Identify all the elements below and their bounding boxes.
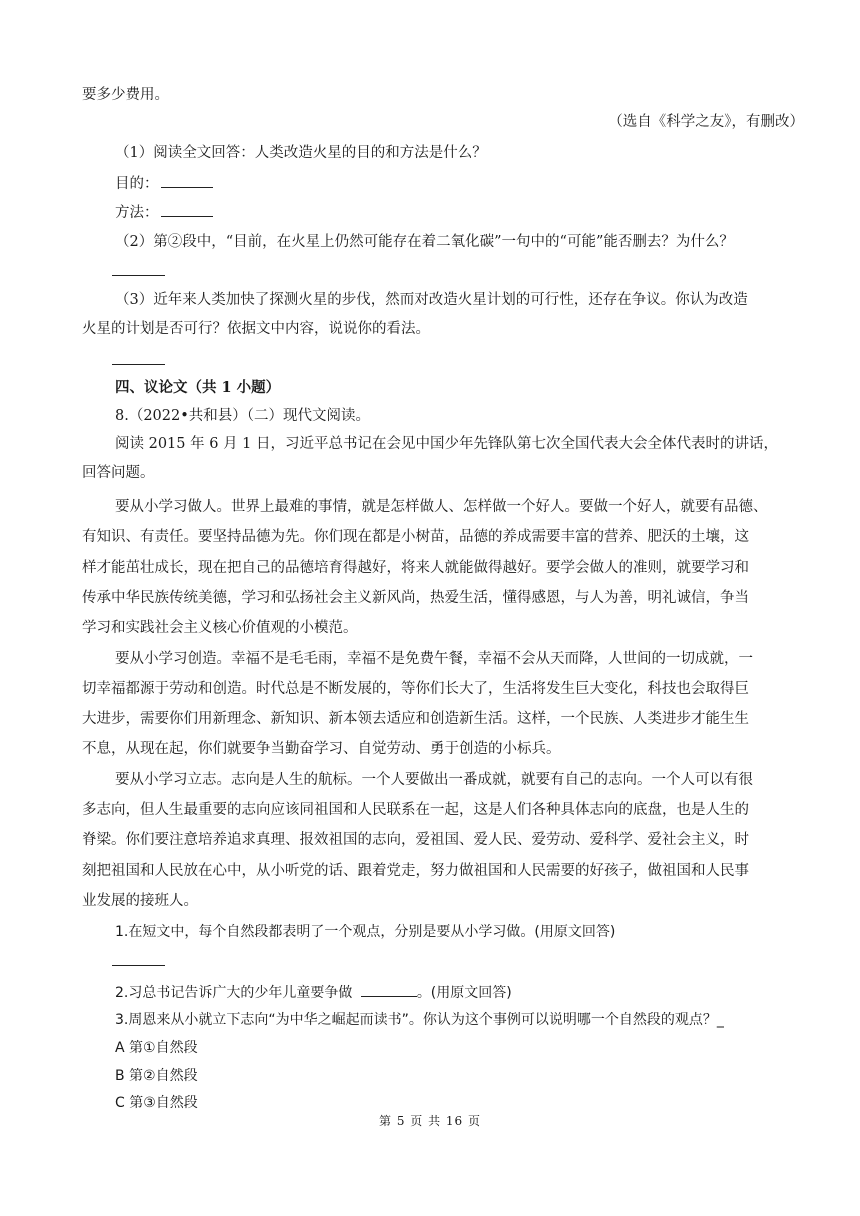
- paragraph-2-line: 不息，从现在起，你们就要争当勤奋学习、自觉劳动、勇于创造的小标兵。: [82, 741, 561, 757]
- paragraph-3-line: 业发展的接班人。: [82, 893, 198, 909]
- question-7-1: （1）阅读全文回答：人类改造火星的目的和方法是什么？: [115, 145, 487, 161]
- option-b[interactable]: B 第②自然段: [115, 1068, 198, 1084]
- answer-blank-8-2[interactable]: [361, 982, 417, 997]
- purpose-answer-blank[interactable]: [161, 173, 213, 188]
- paragraph-2-line: 切幸福都源于劳动和创造。时代总是不断发展的，等你们长大了，生活将发生巨大变化，科技也会取得巨: [82, 681, 749, 697]
- intro-line-2: 回答问题。: [82, 465, 155, 481]
- subquestion-2-prefix: 2.习总书记告诉广大的少年儿童要争做: [115, 985, 353, 1001]
- answer-blank-7-2[interactable]: [112, 275, 165, 276]
- question-8-header: 8.（2022•共和县）（二）现代文阅读。: [115, 408, 371, 424]
- paragraph-1-line: 学习和实践社会主义核心价值观的小模范。: [82, 620, 358, 636]
- purpose-answer-row: [115, 173, 815, 194]
- paragraph-2-line: 大进步，需要你们用新理念、新知识、新本领去适应和创造新生活。这样，一个民族、人类进步才能生生: [82, 711, 749, 727]
- paragraph-3-line: 刻把祖国和人民放在心中，从小听党的话、跟着党走，努力做祖国和人民需要的好孩子，做祖国和人民事: [82, 863, 749, 879]
- paragraph-3-line: 脊梁。你们要注意培养追求真理、报效祖国的志向，爱祖国、爱人民、爱劳动、爱科学、爱社会主义，时: [82, 832, 749, 848]
- method-label: 方法：: [115, 205, 159, 221]
- method-answer-blank[interactable]: [161, 202, 213, 217]
- question-7-2: （2）第②段中，“目前，在火星上仍然可能存在着二氧化碳”一句中的“可能”能否删去？为什么？: [115, 234, 734, 250]
- subquestion-1: 1.在短文中，每个自然段都表明了一个观点，分别是要从小学习做。(用原文回答): [115, 924, 616, 940]
- answer-blank-8-1[interactable]: [112, 965, 165, 966]
- paragraph-2-line: 要从小学习创造。幸福不是毛毛雨，幸福不是免费午餐，幸福不会从天而降，人世间的一切成就，一: [115, 651, 753, 667]
- question-7-3-line2: 火星的计划是否可行？依据文中内容，说说你的看法。: [82, 321, 430, 337]
- purpose-label: 目的：: [115, 176, 159, 192]
- intro-line-1: 阅读 2015 年 6 月 1 日，习近平总书记在会见中国少年先锋队第七次全国代表大会全体代表时的讲话，: [115, 436, 779, 452]
- option-c[interactable]: C 第③自然段: [115, 1095, 198, 1111]
- paragraph-1-line: 有知识、有责任。要坚持品德为先。你们现在都是小树苗，品德的养成需要丰富的营养、肥沃的土壤，这: [82, 529, 749, 545]
- question-7-3-line1: （3）近年来人类加快了探测火星的步伐，然而对改造火星计划的可行性，还存在争议。你认为改造: [115, 292, 748, 308]
- paragraph-3-line: 要从小学习立志。志向是人生的航标。一个人要做出一番成就，就要有自己的志向。一个人可以有很: [115, 772, 753, 788]
- page-number-footer: 第 5 页 共 16 页: [379, 1114, 481, 1128]
- method-answer-row: [115, 202, 815, 223]
- paragraph-1-line: 要从小学习做人。世界上最难的事情，就是怎样做人、怎样做一个好人。要做一个好人，就要有品德、: [115, 499, 768, 515]
- source-citation: （选自《科学之友》，有删改）: [608, 114, 804, 130]
- continuation-text: 要多少费用。: [82, 87, 169, 103]
- subquestion-2-suffix: 。(用原文回答): [416, 985, 512, 1001]
- section-heading: 四、议论文（共 1 小题）: [115, 379, 281, 396]
- paragraph-3-line: 多志向，但人生最重要的志向应该同祖国和人民联系在一起，这是人们各种具体志向的底盘，也是人生的: [82, 802, 749, 818]
- subquestion-2: [115, 982, 815, 1003]
- option-a[interactable]: A 第①自然段: [115, 1040, 198, 1056]
- paragraph-1-line: 传承中华民族传统美德，学习和弘扬社会主义新风尚，热爱生活，懂得感恩，与人为善，明礼诚信，争当: [82, 590, 749, 606]
- paragraph-1-line: 样才能茁壮成长，现在把自己的品德培育得越好，将来人就能做得越好。要学会做人的准则，就要学习和: [82, 560, 749, 576]
- answer-blank-7-3[interactable]: [112, 364, 165, 365]
- subquestion-3: 3.周恩来从小就立下志向“为中华之崛起而读书”。你认为这个事例可以说明哪一个自然段的观点？_: [115, 1012, 724, 1028]
